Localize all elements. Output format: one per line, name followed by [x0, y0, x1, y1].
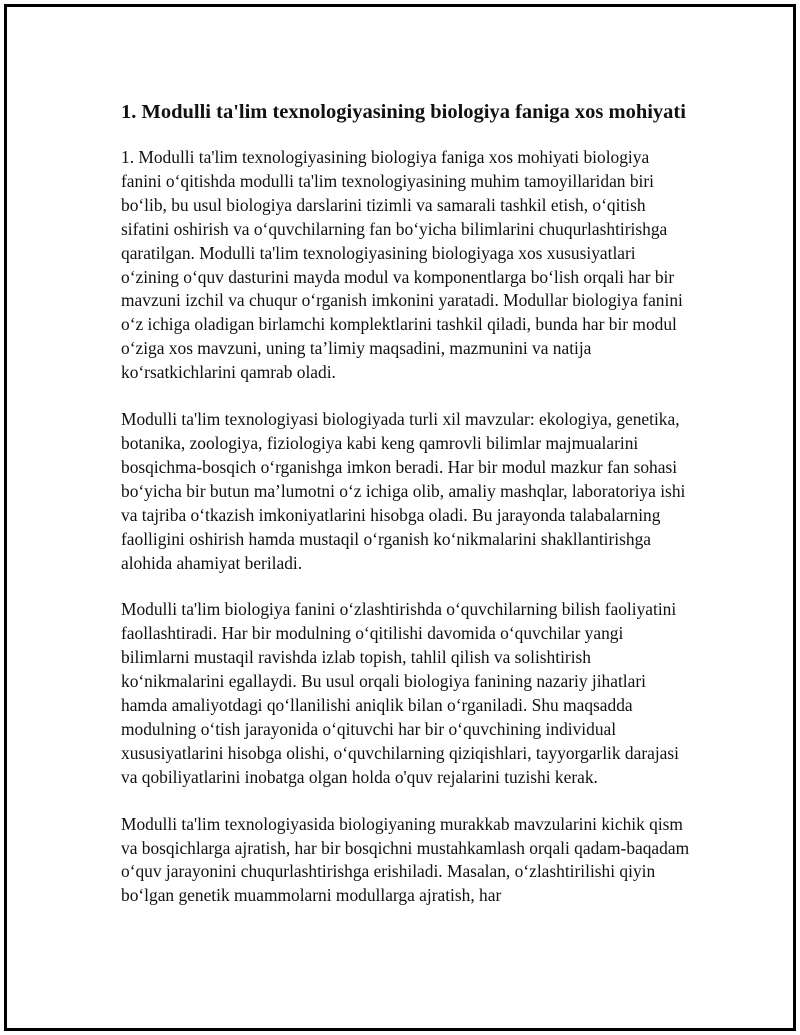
paragraph-2: Modulli ta'lim texnologiyasi biologiyada turli xil mavzular: ekologiya, genetika, botanika, zoologiya, fiziologiya kabi keng qamrovli bilimlar majmualarini bosqichma-bosqich o‘rganishga imkon beradi. Har bir modul mazkur fan sohasi bo‘yicha bir butun ma’lumotni o‘z ichiga olib, amaliy mashqlar, laboratoriya ishi va tajriba o‘tkazish imkoniyatlarini hisobga oladi. Bu jarayonda talabalarning faolligini oshirish hamda mustaqil o‘rganish ko‘nikmalarini shakllantirishga alohida ahamiyat beriladi.: [121, 409, 686, 573]
paragraph-4: Modulli ta'lim texnologiyasida biologiyaning murakkab mavzularini kichik qism va bosqichlarga ajratish, har bir bosqichni mustahkamlash orqali qadam-baqadam o‘quv jarayonini chuqurlashtirishga erishiladi. Masalan, o‘zlashtirilishi qiyin bo‘lgan genetik muammolarni modullarga ajratish, har: [121, 813, 690, 906]
paragraph-3: Modulli ta'lim biologiya fanini o‘zlashtirishda o‘quvchilarning bilish faoliyatini faollashtiradi. Har bir modulning o‘qitilishi davomida o‘quvchilar yangi bilimlarni mustaqil ravishda izlab topish, tahlil qilish va solishtirish ko‘nikmalarini egallaydi. Bu usul orqali biologiya fanining nazariy jihatlari hamda amaliyotdagi qo‘llanilishi aniqlik bilan o‘rganiladi. Shu maqsadda modulning o‘tish jarayonida o‘qituvchi har bir o‘quvchining individual xususiyatlarini hisobga olishi, o‘quvchilarning qiziqishlari, tayyorgarlik darajasi va qobiliyatlarini inobatga olgan holda o'quv rejalarini tuzishi kerak.: [121, 599, 680, 787]
paragraph-1: 1. Modulli ta'lim texnologiyasining biologiya faniga xos mohiyati biologiya fanini o‘qitishda modulli ta'lim texnologiyasining muhim tamoyillaridan biri bo‘lib, bu usul biologiya darslarini tizimli va samarali tashkil etish, o‘qitish sifatini oshirish va o‘quvchilarning fan bo‘yicha bilimlarini chuqurlashtirishga qaratilgan. Modulli ta'lim texnologiyasining biologiyaga xos xususiyatlari o‘zining o‘quv dasturini mayda modul va komponentlarga bo‘lish orqali har bir mavzuni izchil va chuqur o‘rganish imkonini yaratadi. Modullar biologiya fanini o‘z ichiga oladigan birlamchi komplektlarini tashkil qiladi, bunda har bir modul o‘ziga xos mavzuni, uning ta’limiy maqsadini, mazmunini va natija ko‘rsatkichlarini qamrab oladi.: [121, 147, 683, 383]
document-page: [4, 4, 796, 1031]
document-title: 1. Modulli ta'lim texnologiyasining biologiya faniga xos mohiyati: [121, 101, 686, 123]
document-body: [121, 99, 691, 931]
